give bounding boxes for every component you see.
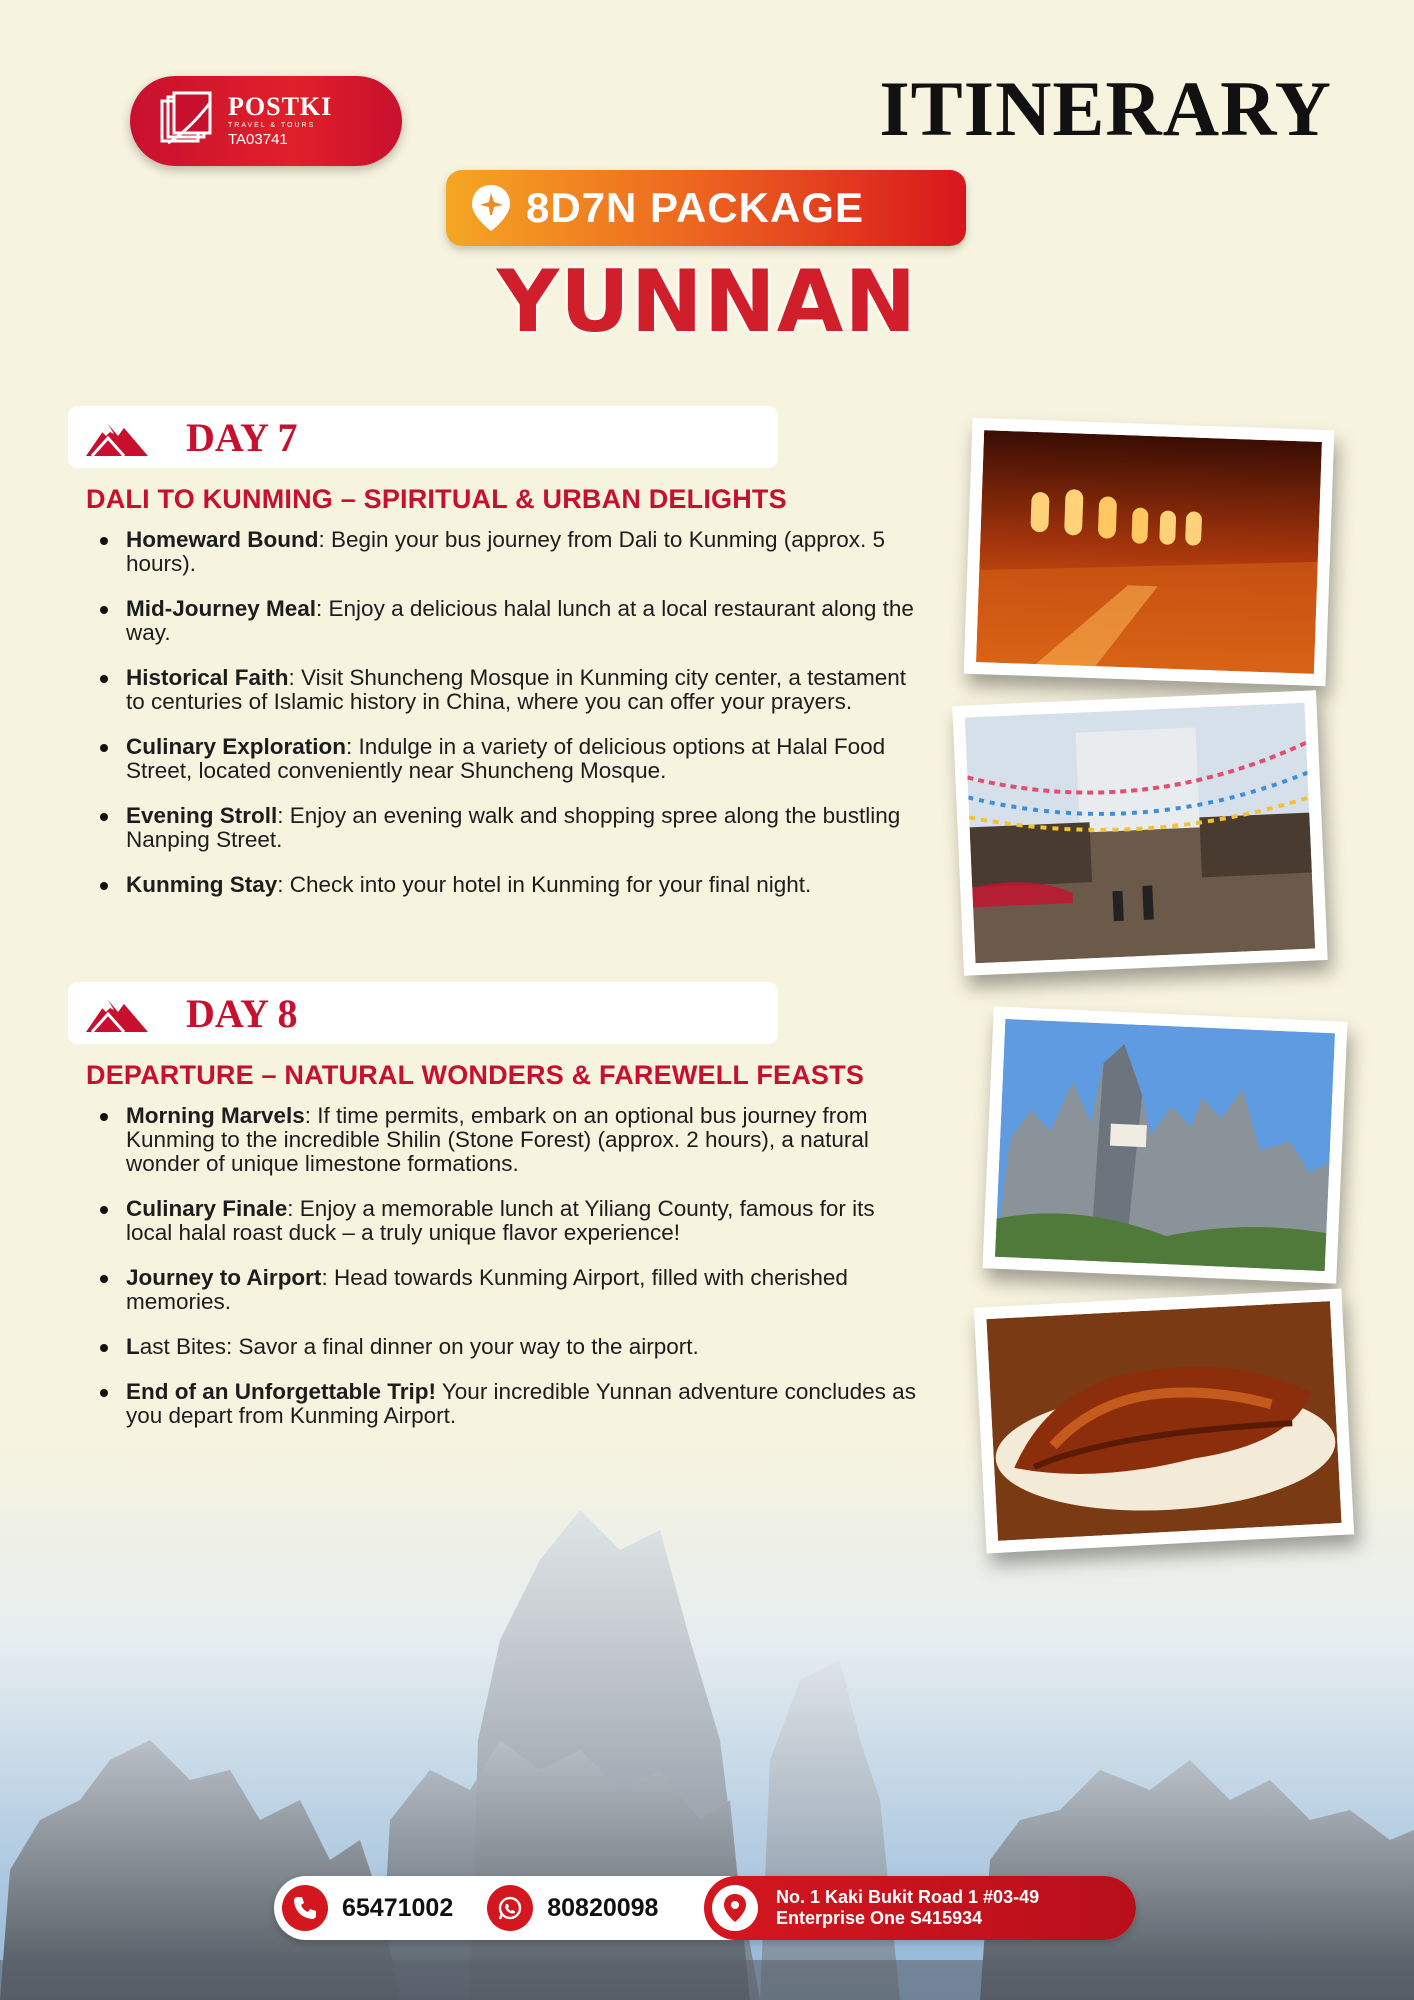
package-badge — [446, 170, 966, 246]
plane-pin-icon — [470, 183, 512, 233]
address-line-1: No. 1 Kaki Bukit Road 1 #03-49 — [776, 1887, 1040, 1907]
list-item — [96, 1104, 926, 1176]
whatsapp-contact[interactable] — [479, 1885, 658, 1931]
list-item — [96, 597, 926, 645]
location-pin-icon — [712, 1885, 758, 1931]
item-text: : Begin your bus journey from Dali to Kunming (approx. 5 hours). — [126, 527, 886, 576]
whatsapp-icon — [487, 1885, 533, 1931]
address-block — [704, 1876, 1136, 1940]
phone-contact[interactable] — [274, 1885, 453, 1931]
list-item — [96, 1266, 926, 1314]
day-7-label: DAY 7 — [186, 414, 298, 460]
item-title: Morning Marvels — [126, 1103, 305, 1128]
package-label: 8D7N PACKAGE — [526, 184, 864, 231]
brand-tagline: TRAVEL & TOURS — [228, 122, 316, 129]
list-item — [96, 1197, 926, 1245]
address-line-2: Enterprise One S415934 — [776, 1908, 983, 1928]
list-item — [96, 1380, 926, 1428]
day-7-header — [68, 406, 778, 468]
phone-number[interactable]: 65471002 — [342, 1893, 454, 1922]
list-item — [96, 528, 926, 576]
list-item — [96, 804, 926, 852]
nanping-street-photo — [952, 690, 1327, 976]
item-text: : Enjoy a delicious halal lunch at a local restaurant along the way. — [126, 596, 914, 645]
stone-forest-photo — [982, 1006, 1347, 1283]
item-text: : Head towards Kunming Airport, filled with cherished memories. — [126, 1265, 848, 1314]
item-title: Evening Stroll — [126, 803, 278, 828]
item-title: Homeward Bound — [126, 527, 319, 552]
item-text: : If time permits, embark on an optional bus journey from Kunming to the incredible Shilin (Stone Forest) (approx. 2 hours), a natural wonder of unique limestone formations. — [126, 1103, 869, 1176]
mountain-icon — [84, 992, 150, 1034]
whatsapp-number[interactable]: 80820098 — [547, 1893, 659, 1922]
item-title: Kunming Stay — [126, 872, 278, 897]
item-text: : Enjoy a memorable lunch at Yiliang County, famous for its local halal roast duck – a truly unique flavor experience! — [126, 1196, 875, 1245]
page-title: ITINERARY — [879, 65, 1332, 152]
phone-icon — [282, 1885, 328, 1931]
item-title: Culinary Exploration — [126, 734, 347, 759]
brand-license: TA03741 — [228, 131, 288, 148]
destination-title: YUNNAN — [496, 252, 918, 352]
mosque-interior-photo — [964, 418, 1335, 686]
contact-bar — [274, 1876, 1136, 1940]
item-text: : Visit Shuncheng Mosque in Kunming city center, a testament to centuries of Islamic history in China, where you can offer your prayers. — [126, 665, 906, 714]
day-8-label: DAY 8 — [186, 990, 298, 1036]
day-8-activities — [96, 1104, 926, 1449]
item-text: Your incredible Yunnan adventure concludes as you depart from Kunming Airport. — [126, 1379, 916, 1428]
item-title: Historical Faith — [126, 665, 289, 690]
address-text — [776, 1887, 1039, 1929]
day-8-subtitle: DEPARTURE – NATURAL WONDERS & FAREWELL FEASTS — [86, 1060, 865, 1090]
item-text: : Enjoy an evening walk and shopping spree along the bustling Nanping Street. — [126, 803, 901, 852]
item-text: : Indulge in a variety of delicious options at Halal Food Street, located conveniently near Shuncheng Mosque. — [126, 734, 886, 783]
list-item — [96, 873, 926, 897]
day-7-activities — [96, 528, 926, 918]
mountain-icon — [84, 416, 150, 458]
item-title: End of an Unforgettable Trip! — [126, 1379, 436, 1404]
brand-logo — [130, 76, 402, 166]
item-text: : Check into your hotel in Kunming for your final night. — [277, 872, 812, 897]
item-text: ast Bites: Savor a final dinner on your way to the airport. — [139, 1334, 699, 1359]
item-title: L — [126, 1334, 140, 1359]
item-title: Culinary Finale — [126, 1196, 288, 1221]
day-7-subtitle: DALI TO KUNMING – SPIRITUAL & URBAN DELIGHTS — [86, 484, 787, 514]
item-title: Mid-Journey Meal — [126, 596, 317, 621]
day-8-header — [68, 982, 778, 1044]
item-title: Journey to Airport — [126, 1265, 322, 1290]
logo-mark-icon — [158, 91, 218, 151]
list-item — [96, 735, 926, 783]
list-item — [96, 1335, 926, 1359]
brand-name: POSTKI — [228, 92, 333, 121]
roast-duck-photo — [974, 1289, 1354, 1554]
list-item — [96, 666, 926, 714]
